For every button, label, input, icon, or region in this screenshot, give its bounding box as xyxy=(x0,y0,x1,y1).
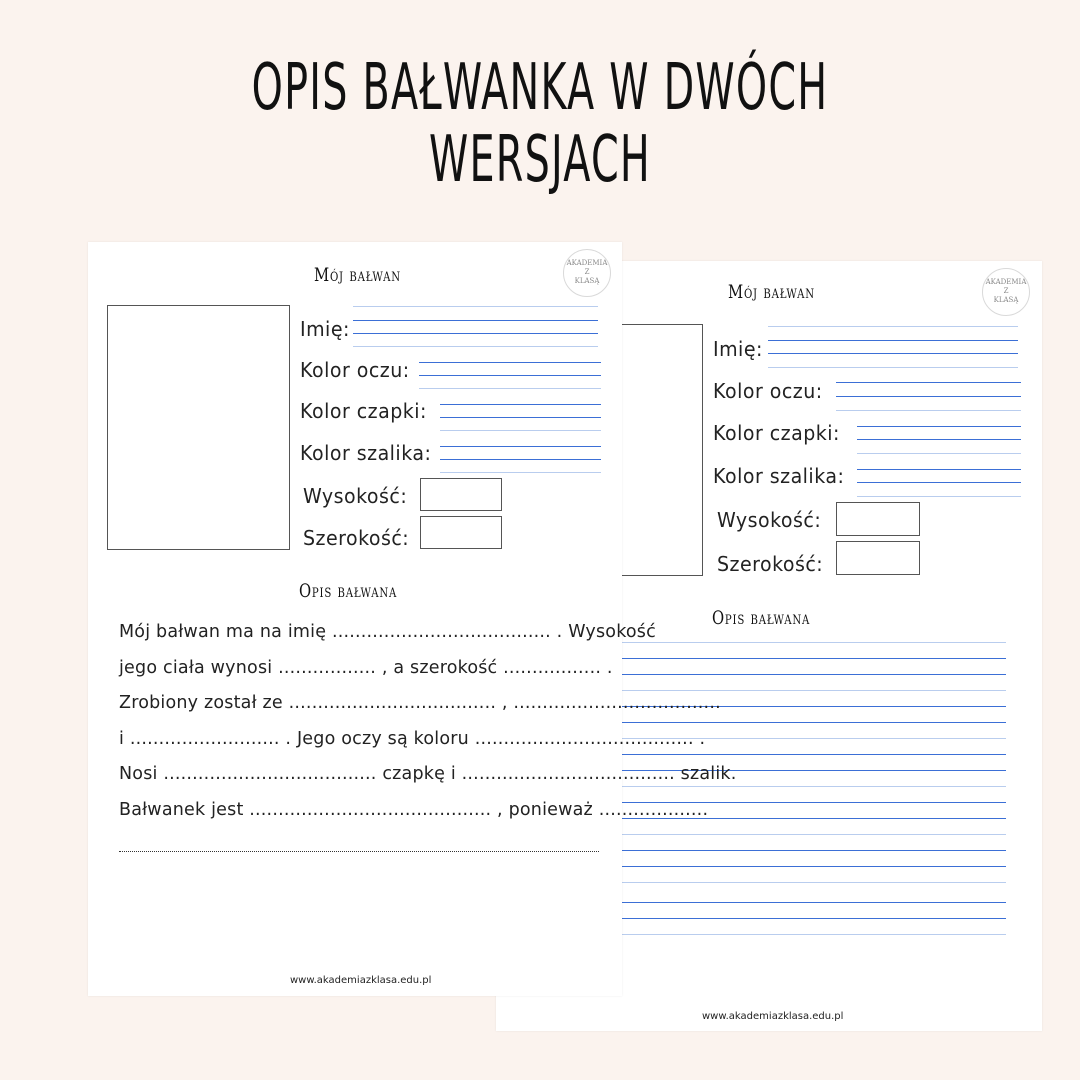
width-box xyxy=(836,541,920,575)
writing-line xyxy=(440,459,601,460)
fill-in-text-line: Bałwanek jest .......................................... , ponieważ ................... xyxy=(119,800,709,820)
footer-url: www.akademiazklasa.edu.pl xyxy=(290,975,432,986)
fill-in-text-line: i .......................... . Jego oczy są koloru ...................................... . xyxy=(119,729,706,749)
writing-line xyxy=(440,404,601,405)
height-box xyxy=(420,478,502,511)
writing-line xyxy=(622,658,1006,659)
scarf-color-field-label: Kolor szalika: xyxy=(713,464,845,488)
writing-line xyxy=(857,482,1021,483)
writing-line xyxy=(857,453,1021,454)
fill-in-text-line: jego ciała wynosi ................. , a szerokość ................. . xyxy=(119,658,613,678)
footer-url: www.akademiazklasa.edu.pl xyxy=(702,1011,844,1022)
writing-line xyxy=(768,353,1018,354)
writing-line xyxy=(857,496,1021,497)
drawing-box xyxy=(107,305,290,550)
fill-in-text-line: Mój bałwan ma na imię ...................................... . Wysokość xyxy=(119,622,656,642)
writing-line xyxy=(836,396,1021,397)
writing-line xyxy=(419,375,601,376)
writing-line xyxy=(622,754,1006,755)
height-field-label: Wysokość: xyxy=(717,508,822,532)
page-title-line-1: OPIS BAŁWANKA W DWÓCH xyxy=(251,51,829,125)
writing-line xyxy=(622,866,1006,867)
section-title: Opis bałwana xyxy=(299,580,398,602)
akademia-logo-icon: AKADEMIA Z KLASĄ xyxy=(982,268,1030,316)
writing-line xyxy=(419,362,601,363)
width-field-label: Szerokość: xyxy=(303,526,410,550)
writing-line xyxy=(836,410,1021,411)
akademia-logo-icon: AKADEMIA Z KLASĄ xyxy=(563,249,611,297)
writing-line xyxy=(622,902,1006,903)
hat-color-field-label: Kolor czapki: xyxy=(713,421,840,445)
writing-line xyxy=(622,674,1006,675)
writing-line xyxy=(353,320,598,321)
width-field-label: Szerokość: xyxy=(717,552,824,576)
page-title-line-2: WERSJACH xyxy=(429,123,651,197)
writing-line xyxy=(440,472,601,473)
height-box xyxy=(836,502,920,536)
name-field-label: Imię: xyxy=(713,337,763,361)
writing-line xyxy=(622,934,1006,935)
writing-line xyxy=(353,306,598,307)
width-box xyxy=(420,516,502,549)
writing-line xyxy=(353,333,598,334)
eye-color-field-label: Kolor oczu: xyxy=(713,379,823,403)
writing-line xyxy=(768,326,1018,327)
writing-line xyxy=(768,367,1018,368)
writing-line xyxy=(836,382,1021,383)
writing-line xyxy=(622,834,1006,835)
worksheet-title: Mój bałwan xyxy=(314,264,401,286)
worksheet-title: Mój bałwan xyxy=(728,281,815,303)
writing-line xyxy=(353,346,598,347)
writing-line xyxy=(419,388,601,389)
writing-line xyxy=(768,340,1018,341)
writing-line xyxy=(622,918,1006,919)
writing-line xyxy=(440,430,601,431)
height-field-label: Wysokość: xyxy=(303,484,408,508)
writing-line xyxy=(622,882,1006,883)
fill-in-text-line: Nosi ..................................... czapkę i ..................................... szalik. xyxy=(119,764,737,784)
writing-line xyxy=(857,426,1021,427)
eye-color-field-label: Kolor oczu: xyxy=(300,358,410,382)
writing-line xyxy=(440,446,601,447)
section-title: Opis bałwana xyxy=(712,607,811,629)
worksheet-fill-in-version xyxy=(88,242,737,996)
hat-color-field-label: Kolor czapki: xyxy=(300,399,427,423)
writing-line xyxy=(857,439,1021,440)
writing-line xyxy=(440,417,601,418)
writing-line xyxy=(622,690,1006,691)
writing-line xyxy=(622,786,1006,787)
fill-in-text-line: Zrobiony został ze .................................... , .................................... xyxy=(119,693,721,713)
drawing-box xyxy=(616,324,703,576)
fill-in-dotted-line xyxy=(119,851,599,852)
page-title xyxy=(205,52,875,196)
writing-line xyxy=(622,850,1006,851)
writing-line xyxy=(622,722,1006,723)
name-field-label: Imię: xyxy=(300,317,350,341)
scarf-color-field-label: Kolor szalika: xyxy=(300,441,432,465)
writing-line xyxy=(857,469,1021,470)
writing-line xyxy=(622,642,1006,643)
